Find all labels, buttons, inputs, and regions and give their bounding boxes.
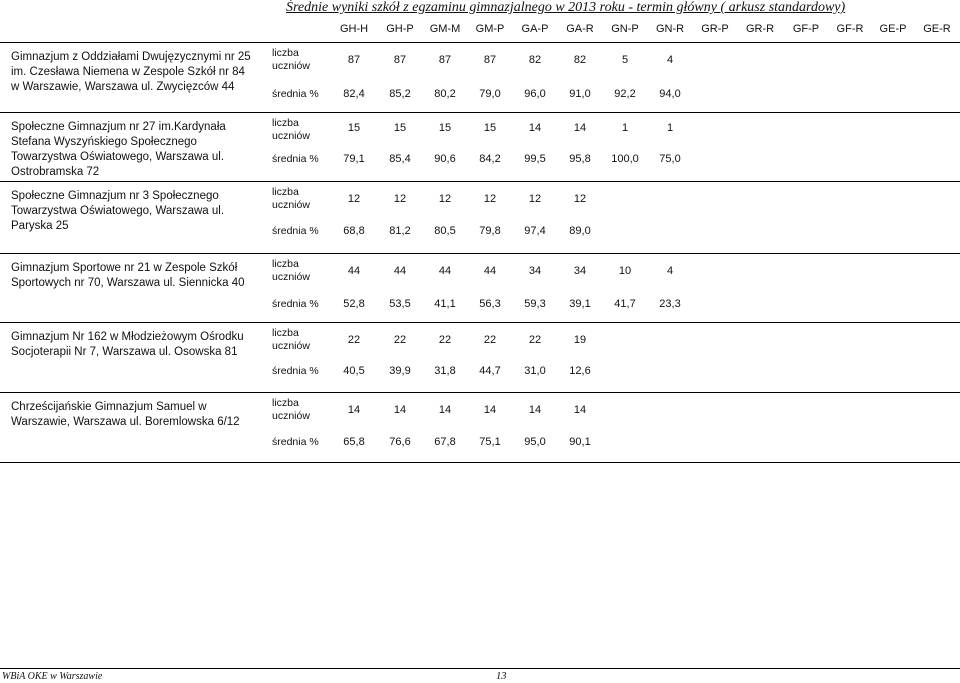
count-value: 12 [573, 193, 587, 205]
average-value: 91,0 [569, 88, 591, 100]
average-value: 65,8 [343, 436, 365, 448]
school-name: Społeczne Gimnazjum nr 3 Społecznego Towarzystwa Oświatowego, Warszawa ul. Paryska 25 [11, 190, 225, 232]
average-value: 95,8 [569, 153, 591, 165]
count-value: 12 [393, 193, 407, 205]
count-value: 4 [666, 54, 674, 66]
count-value: 15 [438, 122, 452, 134]
column-header-gn-r: GN-R [655, 23, 685, 35]
average-value: 39,9 [389, 365, 411, 377]
average-value: 96,0 [524, 88, 546, 100]
count-value: 14 [438, 404, 452, 416]
average-value: 85,4 [389, 153, 411, 165]
average-value: 12,6 [569, 365, 591, 377]
school-row [0, 181, 960, 254]
count-value: 34 [573, 265, 587, 277]
column-header-ga-p: GA-P [521, 23, 549, 35]
count-value: 1 [621, 122, 629, 134]
count-value: 12 [528, 193, 542, 205]
column-header-gh-h: GH-H [339, 23, 369, 35]
average-value: 82,4 [343, 88, 365, 100]
count-value: 14 [528, 122, 542, 134]
average-value: 75,0 [659, 153, 681, 165]
average-value: 90,6 [434, 153, 456, 165]
school-name: Społeczne Gimnazjum nr 27 im.Kardynała Stefana Wyszyńskiego Społecznego Towarzystwa Oświatowego, Warszawa ul. Ostrobramska 72 [11, 121, 226, 178]
column-header-gm-p: GM-P [475, 23, 505, 35]
school-row [0, 42, 960, 113]
count-value: 44 [438, 265, 452, 277]
label-average: średnia % [272, 436, 319, 448]
count-value: 14 [528, 404, 542, 416]
count-value: 82 [573, 54, 587, 66]
count-value: 22 [438, 334, 452, 346]
average-value: 53,5 [389, 298, 411, 310]
average-value: 59,3 [524, 298, 546, 310]
school-name: Gimnazjum z Oddziałami Dwujęzycznymi nr 25 im. Czesława Niemena w Zespole Szkół nr 84 w Warszawie, Warszawa ul. Zwycięzców 44 [11, 51, 251, 93]
count-value: 22 [483, 334, 497, 346]
average-value: 79,8 [479, 225, 501, 237]
label-average: średnia % [272, 365, 319, 377]
average-value: 80,5 [434, 225, 456, 237]
count-value: 12 [438, 193, 452, 205]
school-row [0, 322, 960, 393]
label-average: średnia % [272, 225, 319, 237]
school-row [0, 392, 960, 463]
count-value: 22 [528, 334, 542, 346]
average-value: 89,0 [569, 225, 591, 237]
average-value: 75,1 [479, 436, 501, 448]
count-value: 1 [666, 122, 674, 134]
count-value: 82 [528, 54, 542, 66]
label-count: liczba uczniów [272, 186, 310, 211]
average-value: 94,0 [659, 88, 681, 100]
column-header-gr-p: GR-P [701, 23, 729, 35]
column-header-ge-p: GE-P [879, 23, 907, 35]
count-value: 44 [347, 265, 361, 277]
column-header-ga-r: GA-R [566, 23, 594, 35]
column-header-gh-p: GH-P [386, 23, 414, 35]
average-value: 67,8 [434, 436, 456, 448]
column-header-gf-r: GF-R [836, 23, 864, 35]
average-value: 68,8 [343, 225, 365, 237]
column-header-ge-r: GE-R [923, 23, 951, 35]
count-value: 14 [347, 404, 361, 416]
school-name: Gimnazjum Sportowe nr 21 w Zespole Szkół Sportowych nr 70, Warszawa ul. Siennicka 40 [11, 262, 245, 289]
count-value: 22 [393, 334, 407, 346]
count-value: 87 [483, 54, 497, 66]
count-value: 14 [393, 404, 407, 416]
label-count: liczba uczniów [272, 327, 310, 352]
average-value: 79,0 [479, 88, 501, 100]
average-value: 76,6 [389, 436, 411, 448]
label-count: liczba uczniów [272, 397, 310, 422]
average-value: 97,4 [524, 225, 546, 237]
count-value: 44 [483, 265, 497, 277]
average-value: 31,0 [524, 365, 546, 377]
average-value: 85,2 [389, 88, 411, 100]
count-value: 12 [483, 193, 497, 205]
average-value: 92,2 [614, 88, 636, 100]
column-header-gf-p: GF-P [792, 23, 820, 35]
label-average: średnia % [272, 153, 319, 165]
count-value: 5 [621, 54, 629, 66]
label-count: liczba uczniów [272, 47, 310, 72]
page-number: 13 [496, 671, 507, 682]
average-value: 40,5 [343, 365, 365, 377]
average-value: 79,1 [343, 153, 365, 165]
count-value: 15 [393, 122, 407, 134]
school-name: Chrześcijańskie Gimnazjum Samuel w Warszawie, Warszawa ul. Boremlowska 6/12 [11, 401, 240, 428]
average-value: 84,2 [479, 153, 501, 165]
average-value: 44,7 [479, 365, 501, 377]
average-value: 56,3 [479, 298, 501, 310]
count-value: 87 [438, 54, 452, 66]
school-name: Gimnazjum Nr 162 w Młodzieżowym Ośrodku Socjoterapii Nr 7, Warszawa ul. Osowska 81 [11, 331, 244, 358]
school-row [0, 112, 960, 182]
average-value: 99,5 [524, 153, 546, 165]
average-value: 80,2 [434, 88, 456, 100]
column-header-row [0, 20, 960, 43]
count-value: 4 [666, 265, 674, 277]
average-value: 90,1 [569, 436, 591, 448]
count-value: 15 [347, 122, 361, 134]
column-header-gm-m: GM-M [429, 23, 461, 35]
count-value: 15 [483, 122, 497, 134]
average-value: 95,0 [524, 436, 546, 448]
count-value: 87 [393, 54, 407, 66]
school-row [0, 253, 960, 323]
count-value: 87 [347, 54, 361, 66]
average-value: 41,7 [614, 298, 636, 310]
count-value: 44 [393, 265, 407, 277]
label-count: liczba uczniów [272, 258, 310, 283]
count-value: 19 [573, 334, 587, 346]
label-count: liczba uczniów [272, 117, 310, 142]
footer-institution: WBiA OKE w Warszawie [2, 671, 103, 682]
label-average: średnia % [272, 298, 319, 310]
label-average: średnia % [272, 88, 319, 100]
column-header-gr-r: GR-R [745, 23, 775, 35]
footer-divider [0, 668, 960, 669]
page-title: Średnie wyniki szkół z egzaminu gimnazjalnego w 2013 roku - termin główny ( arkusz standardowy) [286, 0, 846, 15]
count-value: 10 [618, 265, 632, 277]
average-value: 41,1 [434, 298, 456, 310]
count-value: 34 [528, 265, 542, 277]
average-value: 39,1 [569, 298, 591, 310]
average-value: 100,0 [611, 153, 639, 165]
count-value: 14 [573, 122, 587, 134]
count-value: 22 [347, 334, 361, 346]
count-value: 14 [573, 404, 587, 416]
column-header-gn-p: GN-P [611, 23, 639, 35]
average-value: 31,8 [434, 365, 456, 377]
count-value: 12 [347, 193, 361, 205]
count-value: 14 [483, 404, 497, 416]
average-value: 81,2 [389, 225, 411, 237]
average-value: 52,8 [343, 298, 365, 310]
average-value: 23,3 [659, 298, 681, 310]
